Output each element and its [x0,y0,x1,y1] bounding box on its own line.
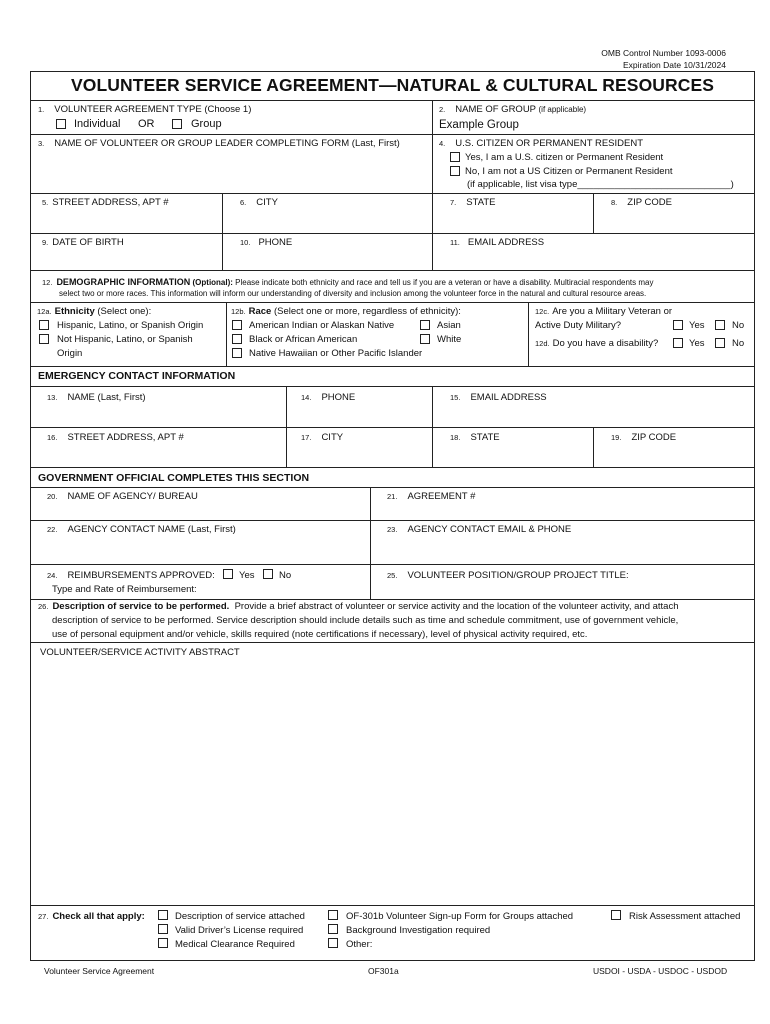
field-9-label: 9. DATE OF BIRTH [42,237,124,248]
disability-yes-label: Yes [689,338,705,349]
citizen-yes-label: Yes, I am a U.S. citizen or Permanent Resident [465,152,664,163]
field-20-label: 20. NAME OF AGENCY/ BUREAU [47,491,198,502]
field-7-label: 7. STATE [450,197,496,208]
disability-no-checkbox[interactable] [715,338,725,348]
american-indian-checkbox[interactable] [232,320,242,330]
field-25-label: 25. VOLUNTEER POSITION/GROUP PROJECT TITLE: [387,570,629,581]
government-section-title: GOVERNMENT OFFICIAL COMPLETES THIS SECTION [38,472,310,484]
pacific-islander-label: Native Hawaiian or Other Pacific Islander [249,348,423,359]
divider [286,386,287,467]
not-hispanic-checkbox[interactable] [39,334,49,344]
divider [370,487,371,599]
drivers-license-label: Valid Driver’s License required [175,925,304,936]
field-12d-label: 12d. Do you have a disability? [535,338,659,349]
field-26-label: 26. Description of service to be performed. Provide a brief abstract of volunteer or service activity and the location of the volunteer activity, and attach [38,601,679,612]
divider [30,193,755,194]
divider [30,427,755,428]
field-11-label: 11. EMAIL ADDRESS [450,237,545,248]
reimbursement-no-checkbox[interactable] [263,569,273,579]
risk-assessment-label: Risk Assessment attached [629,911,741,922]
hispanic-label: Hispanic, Latino, or Spanish Origin [57,320,204,331]
divider [30,386,755,387]
reimbursement-type-rate-label: Type and Rate of Reimbursement: [52,584,197,595]
not-hispanic-label-2: Origin [57,348,83,359]
field-16-label: 16. STREET ADDRESS, APT # [47,432,184,443]
expiration-date: Expiration Date 10/31/2024 [622,60,726,70]
field-21-label: 21. AGREEMENT # [387,491,476,502]
field-17-label: 17. CITY [301,432,344,443]
field-2-label: 2. NAME OF GROUP (if applicable) [439,104,587,115]
field-12c-label: 12c. Are you a Military Veteran or [535,306,673,317]
black-checkbox[interactable] [232,334,242,344]
individual-checkbox[interactable] [56,119,66,129]
field-26-line2: description of service to be performed. Service description should include details such as time and schedule commitment, use of government vehicle, [52,615,679,626]
white-checkbox[interactable] [420,334,430,344]
field-19-label: 19. ZIP CODE [611,432,677,443]
not-hispanic-label: Not Hispanic, Latino, or Spanish [57,334,193,345]
citizen-yes-checkbox[interactable] [450,152,460,162]
field-26-line3: use of personal equipment and/or vehicle, skills required (note certifications if necessary), level of physical activity required, etc. [52,629,588,640]
field-8-label: 8. ZIP CODE [611,197,672,208]
divider [432,386,433,467]
field-24-label: 24. REIMBURSEMENTS APPROVED: [47,570,215,581]
emergency-section-title: EMERGENCY CONTACT INFORMATION [38,370,236,382]
or-label: OR [138,118,155,130]
demographic-intro: 12. DEMOGRAPHIC INFORMATION (Optional): Please indicate both ethnicity and race and tell us if you are a veteran or have a disability. Multiracial respondents may [42,277,654,287]
of301b-label: OF-301b Volunteer Sign-up Form for Groups attached [346,911,574,922]
group-name-field[interactable]: Example Group [439,119,519,131]
field-12c-label-2: Active Duty Military? [535,320,622,331]
group-checkbox[interactable] [172,119,182,129]
omb-control-number: OMB Control Number 1093-0006 [601,48,726,58]
veteran-no-label: No [732,320,745,331]
reimbursement-no-label: No [279,570,292,581]
divider [593,193,594,233]
field-1-label: 1. VOLUNTEER AGREEMENT TYPE (Choose 1) [38,104,252,115]
divider [30,467,755,468]
veteran-yes-label: Yes [689,320,705,331]
pacific-islander-checkbox[interactable] [232,348,242,358]
field-14-label: 14. PHONE [301,392,356,403]
field-18-label: 18. STATE [450,432,500,443]
footer-agencies: USDOI - USDA - USDOC - USDOD [593,966,728,976]
divider [30,366,755,367]
field-12a-label: 12a. Ethnicity (Select one): [37,306,152,317]
field-27-label: 27. Check all that apply: [38,911,145,922]
background-investigation-label: Background Investigation required [346,925,491,936]
divider [226,302,227,366]
footer-form-name: Volunteer Service Agreement [44,966,155,976]
other-checkbox[interactable] [328,938,338,948]
other-label: Other: [346,939,373,950]
demographic-intro-2: select two or more races. This information will inform our understanding of diversity and inclusion among the volunteer force in the natural and cultural resource areas. [59,289,647,298]
field-5-label: 5. STREET ADDRESS, APT # [42,197,169,208]
omb-info [601,47,726,71]
field-22-label: 22. AGENCY CONTACT NAME (Last, First) [47,524,236,535]
background-investigation-checkbox[interactable] [328,924,338,934]
divider [30,487,755,488]
divider [30,905,755,906]
abstract-textarea[interactable] [34,662,750,902]
black-label: Black or African American [249,334,358,345]
field-6-label: 6. CITY [240,197,278,208]
divider [30,520,755,521]
hispanic-checkbox[interactable] [39,320,49,330]
disability-no-label: No [732,338,745,349]
field-4-label: 4. U.S. CITIZEN OR PERMANENT RESIDENT [439,138,643,149]
divider [30,233,755,234]
field-13-label: 13. NAME (Last, First) [47,392,146,403]
group-label: Group [191,118,222,130]
divider [222,193,223,270]
divider [432,134,755,135]
service-description-checkbox[interactable] [158,910,168,920]
divider [30,599,755,600]
reimbursement-yes-checkbox[interactable] [223,569,233,579]
drivers-license-checkbox[interactable] [158,924,168,934]
abstract-label: VOLUNTEER/SERVICE ACTIVITY ABSTRACT [40,647,240,658]
asian-label: Asian [437,320,461,331]
field-23-label: 23. AGENCY CONTACT EMAIL & PHONE [387,524,572,535]
volunteer-name-field[interactable] [34,152,428,190]
field-10-label: 10. PHONE [240,237,293,248]
divider [30,270,755,271]
medical-clearance-label: Medical Clearance Required [175,939,295,950]
risk-assessment-checkbox[interactable] [611,910,621,920]
divider [30,642,755,643]
divider [30,100,755,101]
divider [30,302,755,303]
divider [593,427,594,467]
divider [432,100,433,270]
field-15-label: 15. EMAIL ADDRESS [450,392,547,403]
divider [30,134,432,135]
divider [30,564,755,565]
veteran-no-checkbox[interactable] [715,320,725,330]
asian-checkbox[interactable] [420,320,430,330]
veteran-yes-checkbox[interactable] [673,320,683,330]
white-label: White [437,334,462,345]
footer-form-number: OF301a [368,966,399,976]
field-12b-label: 12b. Race (Select one or more, regardless of ethnicity): [231,306,461,317]
citizen-no-checkbox[interactable] [450,166,460,176]
disability-yes-checkbox[interactable] [673,338,683,348]
divider [528,302,529,366]
visa-type-field[interactable]: (if applicable, list visa type_____________________________) [467,179,734,190]
american-indian-label: American Indian or Alaskan Native [249,320,395,331]
of301b-checkbox[interactable] [328,910,338,920]
field-3-label: 3. NAME OF VOLUNTEER OR GROUP LEADER COMPLETING FORM (Last, First) [38,138,400,149]
form-title: VOLUNTEER SERVICE AGREEMENT—NATURAL & CULTURAL RESOURCES [70,75,715,95]
individual-label: Individual [74,118,121,130]
reimbursement-yes-label: Yes [239,570,255,581]
citizen-no-label: No, I am not a US Citizen or Permanent Resident [465,166,673,177]
service-description-label: Description of service attached [175,911,305,922]
medical-clearance-checkbox[interactable] [158,938,168,948]
